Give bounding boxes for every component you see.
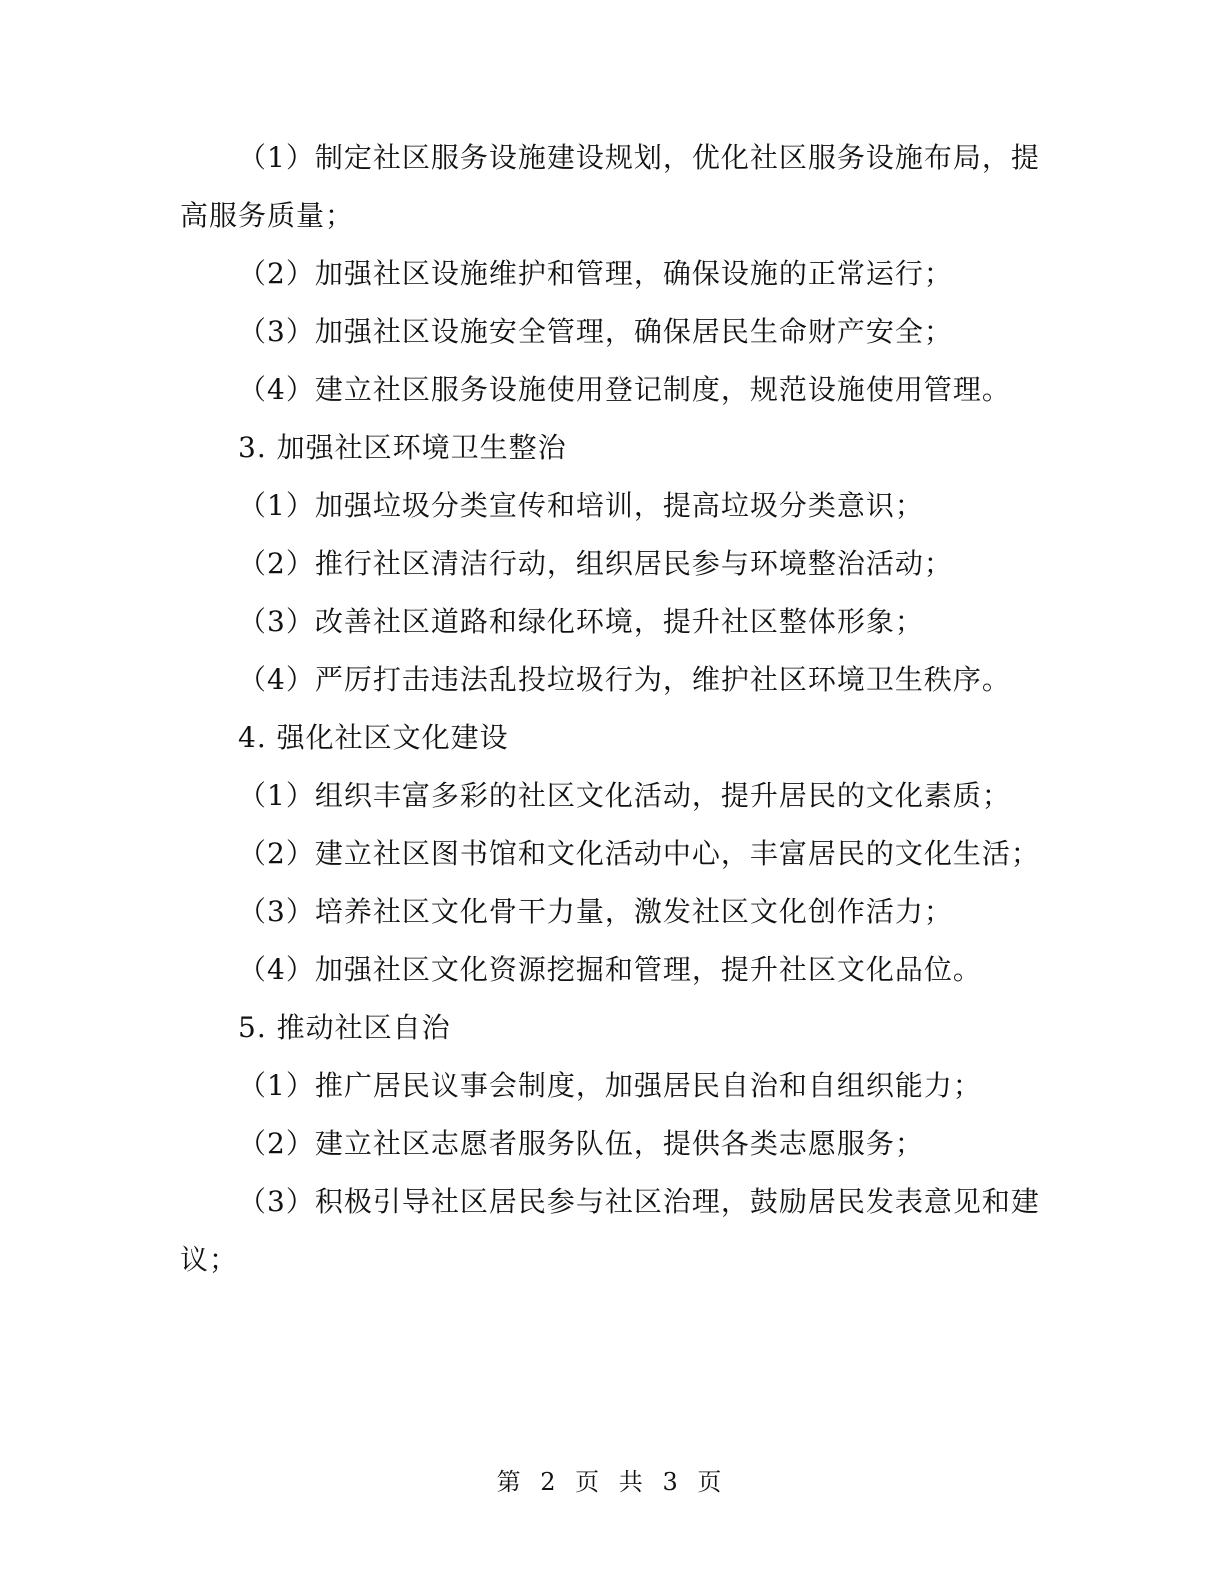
list-item: （2）推行社区清洁行动，组织居民参与环境整治活动；: [238, 547, 953, 580]
document-body: [180, 129, 1050, 1289]
list-item: （4）加强社区文化资源挖掘和管理，提升社区文化品位。: [238, 953, 982, 986]
list-item: （2）建立社区志愿者服务队伍，提供各类志愿服务；: [238, 1127, 924, 1160]
list-item: （4）建立社区服务设施使用登记制度，规范设施使用管理。: [238, 373, 1011, 406]
page-number-footer: 第 2 页 共 3 页: [496, 1468, 728, 1496]
list-item: （4）严厉打击违法乱投垃圾行为，维护社区环境卫生秩序。: [238, 663, 1011, 696]
section-heading: 4. 强化社区文化建设: [238, 721, 509, 754]
list-item: （2）加强社区设施维护和管理，确保设施的正常运行；: [238, 257, 953, 290]
list-item: （1）组织丰富多彩的社区文化活动，提升居民的文化素质；: [238, 779, 1011, 812]
list-item: （3）加强社区设施安全管理，确保居民生命财产安全；: [238, 315, 953, 348]
list-item: （3）培养社区文化骨干力量，激发社区文化创作活力；: [238, 895, 953, 928]
section-heading: 5. 推动社区自治: [238, 1011, 451, 1044]
list-item: （2）建立社区图书馆和文化活动中心，丰富居民的文化生活；: [238, 837, 1040, 870]
list-item: （3）积极引导社区居民参与社区治理，鼓励居民发表意见和建议；: [180, 1185, 1040, 1276]
section-heading: 3. 加强社区环境卫生整治: [238, 431, 567, 464]
list-item: （3）改善社区道路和绿化环境，提升社区整体形象；: [238, 605, 924, 638]
list-item: （1）加强垃圾分类宣传和培训，提高垃圾分类意识；: [238, 489, 924, 522]
list-item: （1）推广居民议事会制度，加强居民自治和自组织能力；: [238, 1069, 982, 1102]
list-item: （1）制定社区服务设施建设规划，优化社区服务设施布局，提高服务质量；: [180, 141, 1040, 232]
